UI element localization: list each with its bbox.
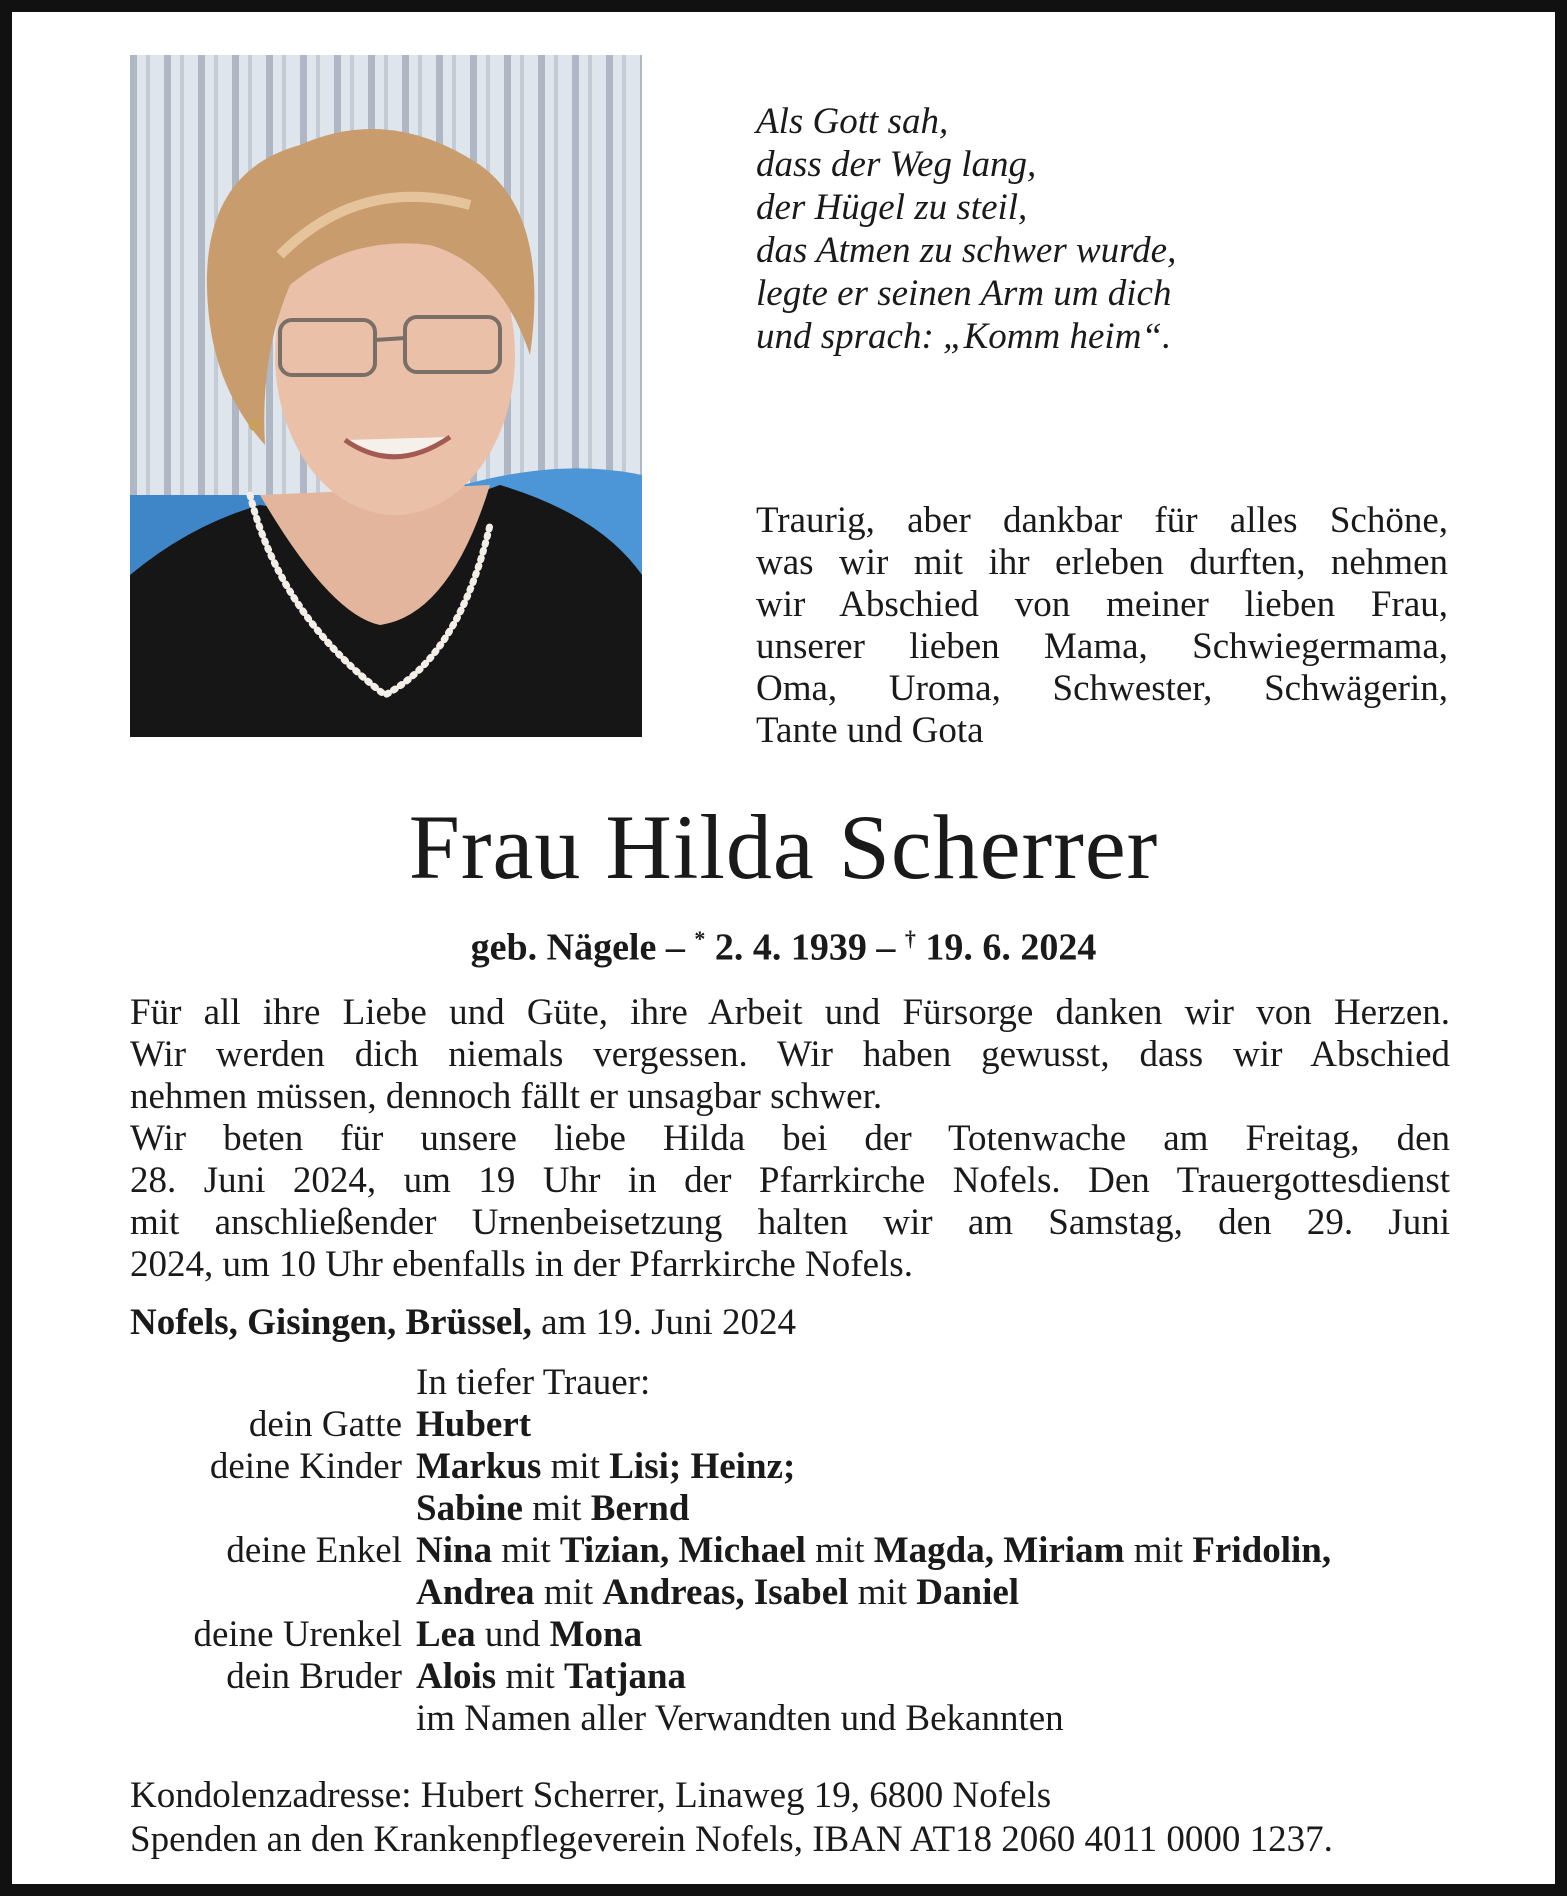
- mourner-names: [416, 1446, 1480, 1488]
- mourner-name: Sabine: [416, 1488, 523, 1529]
- intro-line: Oma, Uroma, Schwester, Schwägerin,: [756, 668, 1448, 709]
- mourner-name: Tatjana: [564, 1656, 687, 1697]
- body-line: 28. Juni 2024, um 19 Uhr in der Pfarrkirche Nofels. Den Trauergottesdienst: [130, 1160, 1450, 1201]
- death-date: 19. 6. 2024: [915, 926, 1097, 969]
- mourner-name: Andreas, Isabel: [602, 1572, 849, 1613]
- mourners: [130, 1362, 1480, 1740]
- intro-line: was wir mit ihr erleben durften, nehmen: [756, 542, 1448, 583]
- mourner-name: Daniel: [916, 1572, 1020, 1613]
- poem-line: Als Gott sah,: [756, 101, 949, 142]
- poem-line: legte er seinen Arm um dich: [756, 273, 1172, 314]
- deceased-name: Frau Hilda Scherrer: [408, 796, 1159, 898]
- mourner-relation: dein Gatte: [248, 1404, 402, 1445]
- mourner-name: Tizian, Michael: [559, 1530, 806, 1571]
- mourner-name: Nina: [416, 1530, 493, 1571]
- body-line: Für all ihre Liebe und Güte, ihre Arbeit und Fürsorge danken wir von Herzen.: [130, 992, 1450, 1033]
- body-line: Wir beten für unsere liebe Hilda bei der Totenwache am Freitag, den: [130, 1118, 1450, 1159]
- mourner-row: [130, 1614, 1480, 1656]
- mourner-row: [130, 1488, 1480, 1530]
- poem-line: das Atmen zu schwer wurde,: [756, 230, 1177, 271]
- mourner-row: [130, 1404, 1480, 1446]
- mourners-list: [130, 1404, 1480, 1740]
- poem-line: der Hügel zu steil,: [756, 187, 1028, 228]
- mourner-name: Lisi; Heinz;: [609, 1446, 796, 1487]
- donation-info: Spenden an den Krankenpflegeverein Nofels, IBAN AT18 2060 4011 0000 1237.: [130, 1819, 1333, 1860]
- mourner-relation: deine Urenkel: [193, 1614, 402, 1655]
- mourner-names: [416, 1572, 1480, 1614]
- footer: [130, 1774, 1480, 1862]
- mourner-row: [130, 1698, 1480, 1740]
- mourner-row: [130, 1656, 1480, 1698]
- body-text: [130, 992, 1450, 1286]
- mourner-relation: [130, 1572, 416, 1614]
- connector-text: und: [475, 1614, 550, 1655]
- body-line: 2024, um 10 Uhr ebenfalls in der Pfarrkirche Nofels.: [130, 1244, 913, 1285]
- mourner-names: [416, 1404, 1480, 1446]
- portrait-photo: [130, 55, 642, 737]
- intro-line: Tante und Gota: [756, 710, 984, 751]
- portrait-illustration: [130, 55, 642, 737]
- mourner-names: [416, 1614, 1480, 1656]
- connector-text: mit: [848, 1572, 917, 1613]
- mourners-heading: In tiefer Trauer:: [416, 1362, 651, 1403]
- mourner-relation: [130, 1698, 416, 1740]
- mourner-name: Bernd: [590, 1488, 690, 1529]
- poem-line: dass der Weg lang,: [756, 144, 1037, 185]
- body-line: mit anschließender Urnenbeisetzung halten wir am Samstag, den 29. Juni: [130, 1202, 1450, 1243]
- intro-line: Traurig, aber dankbar für alles Schöne,: [756, 500, 1448, 541]
- connector-text: mit: [534, 1572, 603, 1613]
- death-symbol: †: [904, 926, 916, 951]
- mourner-names: [416, 1530, 1480, 1572]
- birth-symbol: *: [694, 926, 706, 951]
- birth-date: 2. 4. 1939 –: [705, 926, 905, 969]
- mourner-names: [416, 1656, 1480, 1698]
- place-date-text: am 19. Juni 2024: [531, 1302, 797, 1343]
- condolence-address: Kondolenzadresse: Hubert Scherrer, Linaweg 19, 6800 Nofels: [130, 1775, 1052, 1816]
- connector-text: mit: [805, 1530, 874, 1571]
- mourner-name: Markus: [416, 1446, 542, 1487]
- connector-text: mit: [541, 1446, 610, 1487]
- connector-text: mit: [492, 1530, 560, 1571]
- mourner-name: Hubert: [416, 1404, 532, 1445]
- mourner-name: Fridolin,: [1192, 1530, 1332, 1571]
- mourner-names: [416, 1488, 1480, 1530]
- mourner-names: [416, 1698, 1480, 1740]
- mourner-name: Lea: [416, 1614, 476, 1655]
- poem: [756, 100, 1456, 358]
- mourner-name: Magda, Miriam: [873, 1530, 1125, 1571]
- mourner-name: Mona: [549, 1614, 643, 1655]
- life-dates: [12, 917, 1555, 970]
- mourner-row: [130, 1446, 1480, 1488]
- mourner-name: Andrea: [416, 1572, 535, 1613]
- intro-line: wir Abschied von meiner lieben Frau,: [756, 584, 1448, 625]
- intro-line: unserer lieben Mama, Schwiegermama,: [756, 626, 1448, 667]
- mourner-relation: [130, 1488, 416, 1530]
- connector-text: mit: [1124, 1530, 1193, 1571]
- connector-text: im Namen aller Verwandten und Bekannten: [416, 1698, 1064, 1739]
- intro-text: [756, 500, 1448, 752]
- place-locations: Nofels, Gisingen, Brüssel,: [130, 1302, 532, 1343]
- mourner-relation: deine Kinder: [209, 1446, 402, 1487]
- connector-text: mit: [496, 1656, 565, 1697]
- mourners-heading-row: [130, 1362, 1480, 1404]
- mourner-row: [130, 1530, 1480, 1572]
- mourner-relation: dein Bruder: [226, 1656, 402, 1697]
- body-line: Wir werden dich niemals vergessen. Wir haben gewusst, dass wir Abschied: [130, 1034, 1450, 1075]
- mourner-row: [130, 1572, 1480, 1614]
- body-line: nehmen müssen, dennoch fällt er unsagbar schwer.: [130, 1076, 883, 1117]
- mourner-relation: deine Enkel: [226, 1530, 402, 1571]
- poem-line: und sprach: „Komm heim“.: [756, 316, 1172, 357]
- maiden-name: geb. Nägele –: [470, 926, 695, 969]
- connector-text: mit: [522, 1488, 591, 1529]
- place-date: [130, 1302, 796, 1344]
- mourner-name: Alois: [416, 1656, 497, 1697]
